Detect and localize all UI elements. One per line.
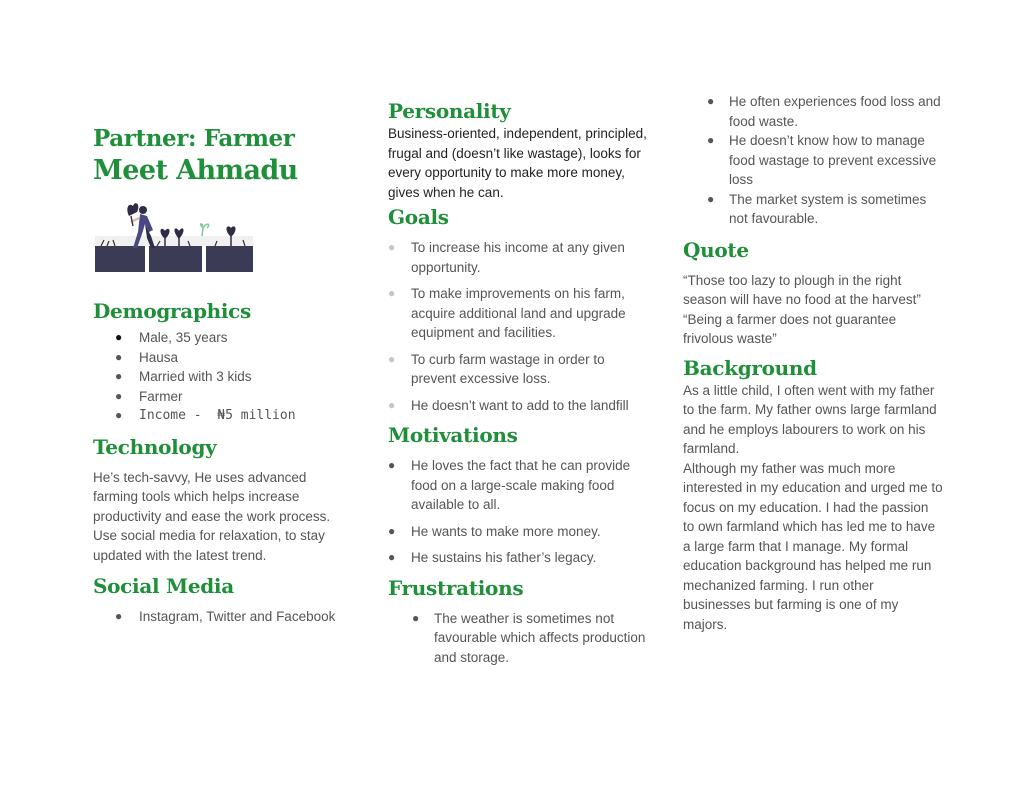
list-item: ● Hausa <box>115 349 179 365</box>
list-item: ● He wants to make more money. <box>388 523 601 539</box>
goals-heading: Goals <box>388 205 449 229</box>
goals-list <box>388 238 650 415</box>
frustrations-heading: Frustrations <box>388 575 524 600</box>
frustrations-list <box>388 609 650 668</box>
list-item: ● He loves the fact that he can provide food on a large-scale making food available to all. <box>388 458 631 512</box>
background-paragraph-1: As a little child, I often went with my father to the farm. My father owns large farmland and he employs labourers to work on his farmland. <box>683 382 937 456</box>
background-paragraph-2: Although my father was much more interested in my education and urged me to focus on my education. I had the passion to own farmland which has led me to have a large farm that I manage. My formal education background has helped me run mechanized farming. I run other businesses but farming is one of my majors. <box>683 460 943 632</box>
list-item: ● Married with 3 kids <box>115 369 252 384</box>
list-item: ● To curb farm wastage in order to prevent excessive loss. <box>388 351 605 386</box>
list-item: ● The weather is sometimes not favourable which affects production and storage. <box>412 610 646 665</box>
demographics-heading: Demographics <box>93 299 252 323</box>
partner-label: Partner: Farmer <box>93 125 295 152</box>
list-item: ● Male, 35 years <box>115 330 228 345</box>
list-item: ● Farmer <box>115 388 183 404</box>
personality-text: Business-oriented, independent, principled, frugal and (doesn’t like wastage), looks for every opportunity to make more money, gives when he can. <box>388 126 647 200</box>
quote-line-2: “Being a farmer does not guarantee frivolous waste” <box>683 311 897 346</box>
list-item: ● The market system is sometimes not favourable. <box>707 191 927 226</box>
list-item: ● Instagram, Twitter and Facebook <box>115 609 336 624</box>
column-story <box>683 92 943 634</box>
column-profile <box>93 124 353 627</box>
farmer-illustration-icon <box>95 196 255 280</box>
background-heading: Background <box>683 355 817 380</box>
list-item: ● Income - ₦5 million <box>115 408 296 423</box>
list-item: ● He often experiences food loss and food waste. <box>707 94 941 129</box>
quote-line-1: “Those too lazy to plough in the right season will have no food at the harvest” <box>683 272 921 307</box>
demographics-list <box>93 328 353 426</box>
social-media-list <box>93 607 353 627</box>
list-item: ● To make improvements on his farm, acquire additional land and upgrade equipment and facilities. <box>388 286 626 340</box>
list-item: ● He doesn’t know how to manage food wastage to prevent excessive loss <box>707 133 937 187</box>
technology-text: He’s tech-savvy, He uses advanced farming tools which helps increase productivity and ease the work process. Use social media for relaxation, to stay updated with the latest trend. <box>93 469 331 563</box>
motivations-list <box>388 456 650 568</box>
personality-heading: Personality <box>388 99 511 123</box>
list-item: ● He sustains his father’s legacy. <box>388 550 597 565</box>
column-traits <box>388 98 650 667</box>
list-item: ● He doesn’t want to add to the landfill <box>388 397 629 413</box>
persona-name: Meet Ahmadu <box>93 155 298 186</box>
motivations-heading: Motivations <box>388 423 518 447</box>
technology-heading: Technology <box>93 434 217 459</box>
quote-heading: Quote <box>683 237 749 262</box>
social-media-heading: Social Media <box>93 574 234 598</box>
frustrations-list-continued <box>683 92 943 229</box>
list-item: ● To increase his income at any given opportunity. <box>388 240 625 275</box>
farmer-planting-illustration <box>95 196 255 280</box>
